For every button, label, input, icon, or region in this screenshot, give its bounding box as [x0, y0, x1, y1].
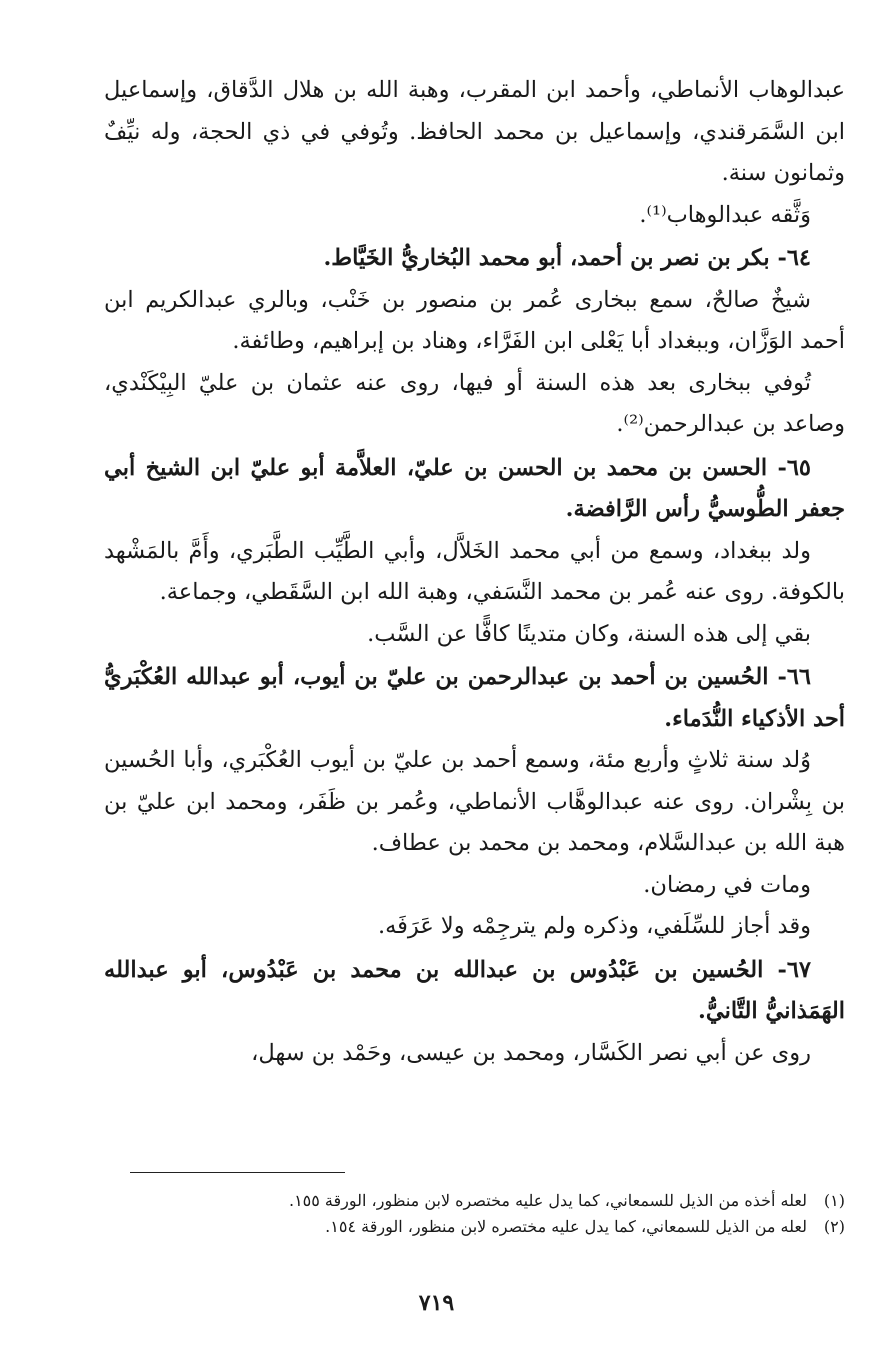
footnote-text: لعله من الذيل للسمعاني، كما يدل عليه مختصره لابن منظور، الورقة ١٥٤. — [325, 1217, 807, 1236]
footnote-divider — [130, 1172, 345, 1173]
paragraph: ولد ببغداد، وسمع من أبي محمد الخَلاَّل، وأبي الطَّيِّب الطَّبَري، وأَمَّ بالمَشْهد بالكوفة. روى عنه عُمر بن محمد النَّسَفي، وهبة الله ابن السَّقَطي، وجماعة. — [104, 537, 845, 605]
paragraph: وَثَّقه عبدالوهاب⁽¹⁾. — [639, 201, 811, 228]
main-text — [104, 70, 845, 1074]
page-number: ٧١٩ — [418, 1290, 455, 1316]
footnote — [104, 1188, 845, 1214]
entry-heading: ٦٤- بكر بن نصر بن أحمد، أبو محمد البُخاريُّ الخَيَّاط. — [323, 245, 811, 271]
entry-heading: ٦٥- الحسن بن محمد بن الحسن بن عليّ، العلاَّمة أبو عليّ ابن الشيخ أبي جعفر الطُّوسيُّ رأس الرَّافضة. — [104, 454, 845, 522]
footnote-number: (٢) — [823, 1217, 845, 1236]
paragraph: بقي إلى هذه السنة، وكان متدينًا كافًّا عن السَّب. — [367, 620, 811, 647]
paragraph: وقد أجاز للسِّلَفي، وذكره ولم يترجِمْه ولا عَرَفَه. — [377, 913, 811, 939]
paragraph: شيخٌ صالحٌ، سمع ببخارى عُمر بن منصور بن خَنْب، وبالري عبدالكريم ابن أحمد الوَزَّان، وببغداد أبا يَعْلى ابن الفَرَّاء، وهناد بن إبراهيم، وطائفة. — [104, 286, 845, 354]
paragraph: وُلد سنة ثلاثٍ وأربع مئة، وسمع أحمد بن عليّ بن أيوب العُكْبَري، وأبا الحُسين بن بِشْران. روى عنه عبدالوهَّاب الأنماطي، وعُمر بن ظَفَر، ومحمد ابن عليّ بن هبة الله بن عبدالسَّلام، ومحمد بن محمد بن عطاف. — [104, 747, 845, 856]
paragraph: ومات في رمضان. — [643, 871, 811, 898]
footnote-number: (١) — [823, 1191, 845, 1210]
footnote-text: لعله أخذه من الذيل للسمعاني، كما يدل عليه مختصره لابن منظور، الورقة ١٥٥. — [288, 1191, 807, 1210]
paragraph: عبدالوهاب الأنماطي، وأحمد ابن المقرب، وهبة الله بن هلال الدَّقاق، وإسماعيل ابن السَّمَرقندي، وإسماعيل بن محمد الحافظ. وتُوفي في ذي الحجة، وله نيِّفٌ وثمانون سنة. — [104, 77, 845, 186]
entry-heading: ٦٧- الحُسين بن عَبْدُوس بن عبدالله بن محمد بن عَبْدُوس، أبو عبدالله الهَمَذانيُّ التَّانيُّ. — [104, 956, 845, 1024]
paragraph: روى عن أبي نصر الكَسَّار، ومحمد بن عيسى، وحَمْد بن سهل، — [251, 1039, 811, 1066]
footnote — [104, 1214, 845, 1240]
footnotes — [104, 1188, 845, 1240]
entry-heading: ٦٦- الحُسين بن أحمد بن عبدالرحمن بن عليّ بن أيوب، أبو عبدالله العُكْبَريُّ أحد الأذكياء النُّدَماء. — [104, 664, 845, 732]
paragraph: تُوفي ببخارى بعد هذه السنة أو فيها، روى عنه عثمان بن عليّ البِيْكَنْدي، وصاعد بن عبدالرحمن⁽²⁾. — [104, 369, 845, 437]
